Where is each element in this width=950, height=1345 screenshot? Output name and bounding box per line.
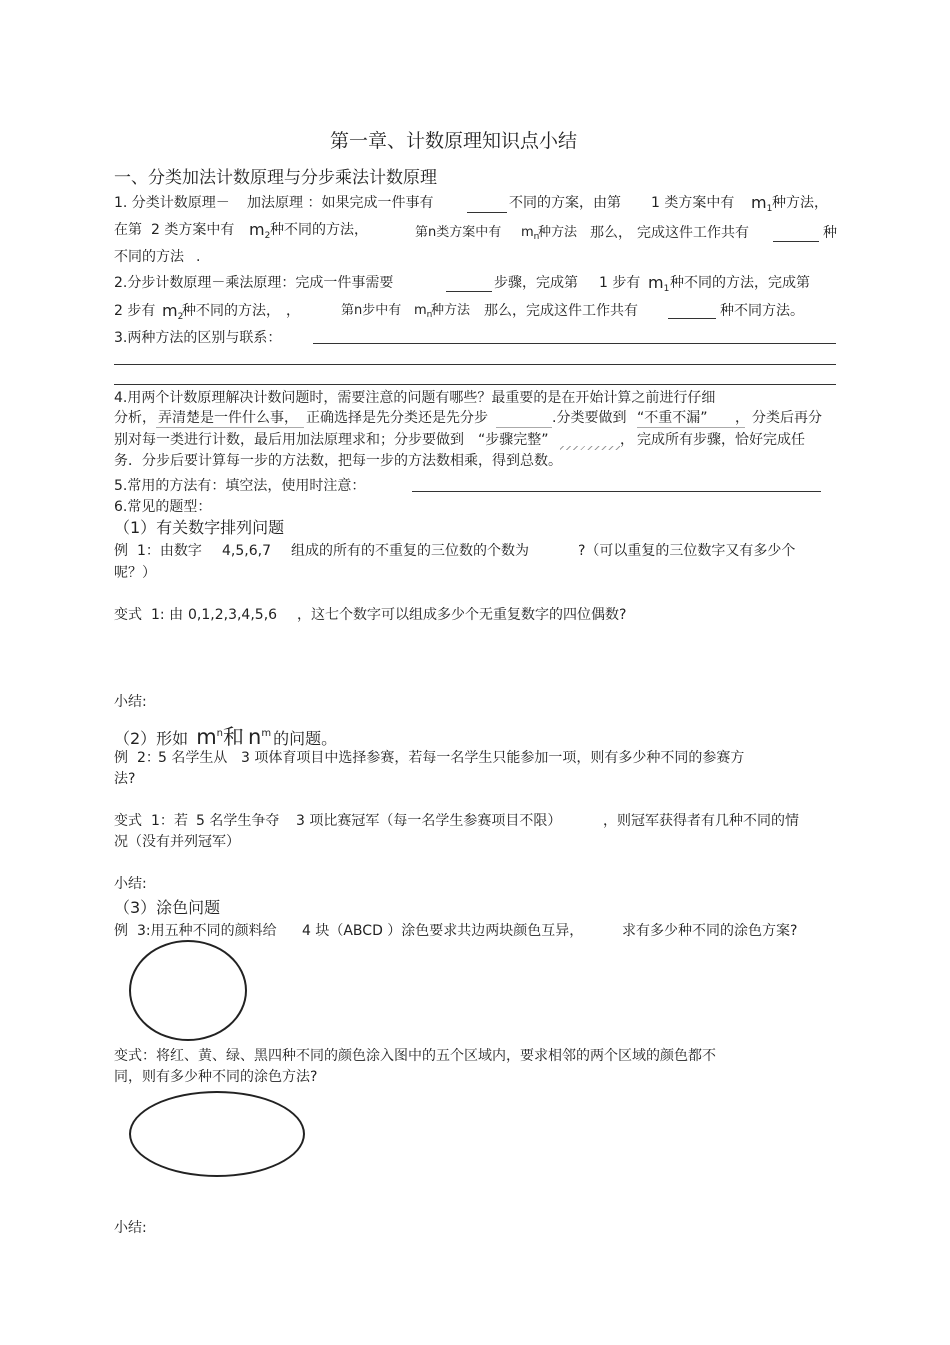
q1-var-a: 变式 [114,607,142,623]
p1-q: 不同的方法 [114,249,184,265]
q2-var-e: 3 项比赛冠军（每一名学生参赛项目不限） [296,813,562,829]
q1-ex-c: 4,5,6,7 [222,543,271,559]
q2-heading: （2）形如 $m^n$和 $n^m$ 的问题。 [114,725,338,749]
q2-ex-b: 2： [137,750,160,766]
p1-c: 不同的方案，由第 [509,195,621,211]
q3-ex-a: 例 [114,923,128,939]
p2-m: 那么，完成这件工作共有 [484,303,638,319]
q1-heading: （1）有关数字排列问题 [114,518,285,537]
p2-a: 2.分步计数原理－乘法原理：完成一件事需要 [114,275,394,291]
fill-blank [668,318,716,319]
q3-ex-d: 求有多少种不同的涂色方案? [622,923,798,939]
math-m2: $m_2$ [249,220,271,241]
p4-l2b: 弄清楚是一件什么事， [158,410,298,426]
p2-j: 第n步中有 [341,303,402,318]
p4-l2d: .分类要做到 [552,410,627,426]
math-m1: $m_1$ [751,193,773,214]
p1-j: 种不同的方法， [270,222,368,238]
fill-blank [446,291,492,292]
answer-line [412,491,821,492]
q2-summary: 小结: [114,876,147,892]
q1-summary: 小结: [114,694,147,710]
p1-g: 在第 [114,222,142,238]
p2-b: 步骤，完成第 [494,275,578,291]
wavy-underline [560,446,620,450]
q2-ex-d: 3 项体育项目中选择参赛，若每一名学生只能参加一项，则有多少种不同的参赛方 [241,750,745,766]
q2-var-g: 况（没有并列冠军） [114,834,240,850]
q2-ex-e: 法? [114,771,136,787]
p2-l: 种方法 [431,303,471,318]
p1-h: 2 类方案中有 [151,222,235,238]
q1-ex-e: ?（可以重复的三位数字又有多少个 [578,543,796,559]
q2-ex-c: 5 名学生从 [158,750,228,766]
five-region-figure [129,1091,305,1177]
math-m2: $m_2$ [162,301,184,322]
math-m1: $m_1$ [648,273,670,294]
p1-b: 加法原理 ：如果完成一件事有 [247,195,434,211]
q1-ex-a: 例 [114,543,128,559]
underline [637,427,745,428]
underline [156,427,304,428]
q2-ex-a: 例 [114,750,128,766]
q3-summary: 小结: [114,1220,147,1236]
coloring-region-figure [129,940,247,1041]
q3-var-line2: 同，则有多少种不同的涂色方法? [114,1069,318,1085]
p4-l2c: 正确选择是先分类还是先分步 [306,410,488,426]
p3: 3.两种方法的区别与联系： [114,330,282,346]
p4-line1: 4.用两个计数原理解决计数问题时，需要注意的问题有哪些？最重要的是在开始计算之前进行仔细 [114,390,716,406]
p4-line4: 务．分步后要计算每一步的方法数，把每一步的方法数相乘，得到总数。 [114,453,562,469]
fill-blank [773,241,819,242]
answer-line [114,384,836,385]
q1-ex-b: 1：由数字 [137,543,202,559]
q2-var-b: 1： [151,813,174,829]
p5: 5.常用的方法有：填空法，使用时注意： [114,478,366,494]
p1-o: 完成这件工作共有 [637,225,749,241]
q2-var-a: 变式 [114,813,142,829]
q3-var-line1: 变式：将红、黄、绿、黑四种不同的颜色涂入图中的五个区域内，要求相邻的两个区域的颜色都不 [114,1048,716,1064]
underline [496,427,552,428]
q3-ex-c: 4 块（ABCD ）涂色要求共边两块颜色互异， [302,923,584,939]
math-mn: $m_n$ [414,303,433,320]
p2-e: 种不同的方法，完成第 [670,275,810,291]
answer-line [313,343,836,344]
p1-f: 种方法， [772,195,828,211]
q1-var-b: 1: 由 [151,607,184,623]
p2-c: 1 步有 [599,275,641,291]
p4-l3c: ， [620,432,634,448]
p1-k: 第n类方案中有 [415,225,502,240]
q1-ex-d: 组成的所有的不重复的三位数的个数为 [291,543,529,559]
p4-l3b: “步骤完整” [478,432,549,448]
p4-l2g: 分类后再分 [752,410,822,426]
p4-l2a: 分析， [114,410,156,426]
q2-var-c: 若 [174,813,188,829]
p2-f: 2 步有 [114,303,156,319]
p4-l2e: “不重不漏” [637,410,708,426]
q2-var-f: ，则冠军获得者有几种不同的情 [603,813,799,829]
p1-n: 那么， [590,225,632,241]
p2-i: ， [286,303,300,319]
q2-var-d: 5 名学生争夺 [196,813,280,829]
section-heading: 一、分类加法计数原理与分步乘法计数原理 [114,168,437,188]
answer-line [114,364,836,365]
page-title: 第一章、计数原理知识点小结 [330,130,578,152]
q3-ex-b: 3:用五种不同的颜料给 [137,923,277,939]
p2-h: 种不同的方法， [182,303,280,319]
p1-r: . [196,249,201,265]
math-mn: $m_n$ [521,225,540,242]
p1-p: 种 [823,225,837,241]
p2-n: 种不同方法。 [720,303,804,319]
fill-blank [467,212,507,213]
p1-a: 1. 分类计数原理－ [114,195,230,211]
p1-m: 种方法 [538,225,578,240]
p4-l2f: ， [735,410,749,426]
p6: 6.常见的题型： [114,499,212,515]
q3-heading: （3）涂色问题 [114,898,221,917]
q1-ex-f: 呢？） [114,565,156,581]
p4-l3d: 完成所有步骤，恰好完成任 [637,432,805,448]
q1-var-c: 0,1,2,3,4,5,6 [188,607,278,623]
p1-d: 1 类方案中有 [651,195,735,211]
q1-var-d: ，这七个数字可以组成多少个无重复数字的四位偶数? [297,607,627,623]
p4-l3a: 别对每一类进行计数，最后用加法原理求和；分步要做到 [114,432,464,448]
